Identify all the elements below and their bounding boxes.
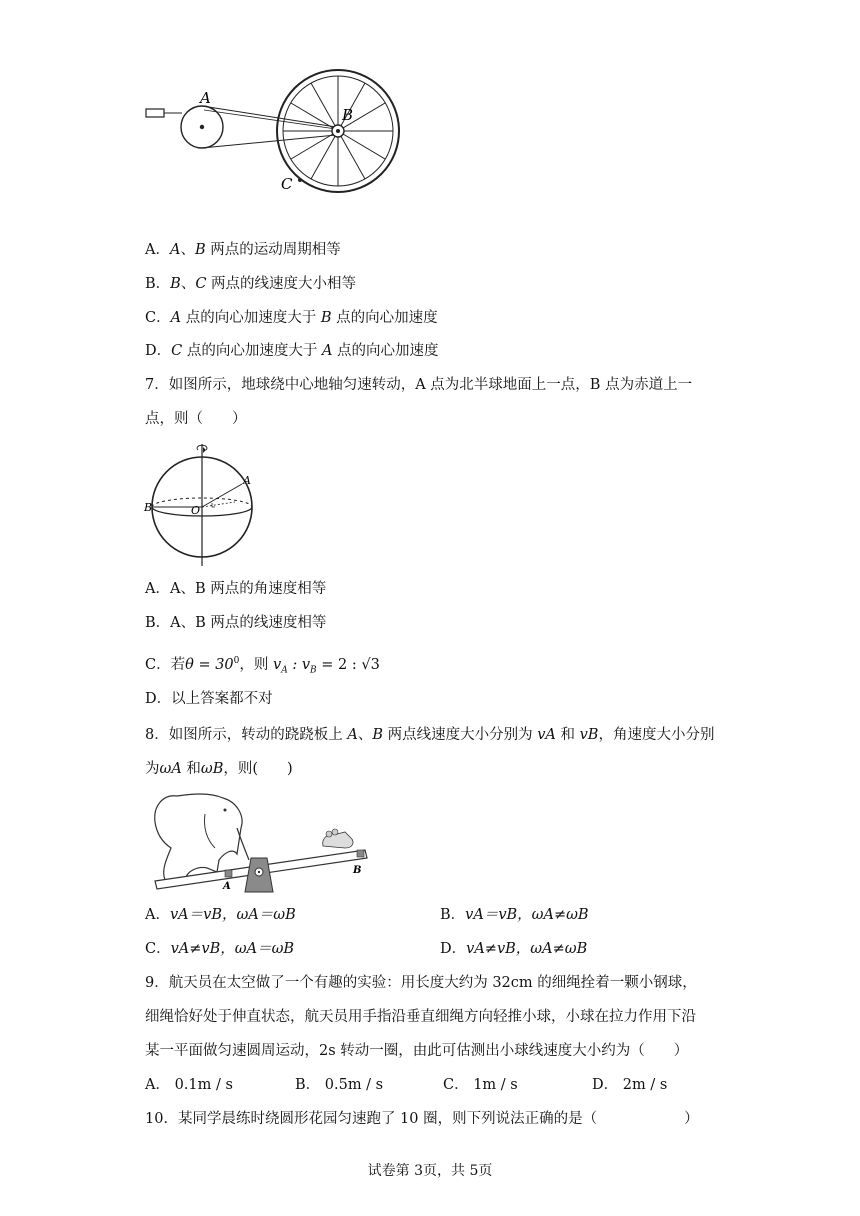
label-b: B bbox=[342, 106, 354, 124]
earth-rotation-figure bbox=[140, 440, 265, 568]
seesaw-figure bbox=[145, 788, 370, 896]
q9-option-b: B． 0.5m / s bbox=[295, 1077, 384, 1093]
label-b: B bbox=[144, 501, 153, 514]
label-a: A bbox=[200, 89, 211, 107]
q9-option-c: C． 1m / s bbox=[443, 1077, 518, 1093]
q7-option-c: C．若$\theta = 30^0$，则 $v_A$ : $v_B = 2$ : √3 bbox=[145, 656, 380, 676]
label-c: C bbox=[281, 175, 293, 193]
q9-stem-line1: 9．航天员在太空做了一个有趣的实验：用长度大约为 32cm 的细绳拴着一颗小钢球， bbox=[145, 975, 697, 991]
q8-option-d: D．vA≠vB，ωA≠ωB bbox=[440, 941, 588, 957]
q8-stem-line2: 为ωA 和ωB，则( ) bbox=[145, 761, 293, 777]
q7-option-a: A．A、B 两点的角速度相等 bbox=[145, 581, 327, 597]
q9-option-a: A． 0.1m / s bbox=[145, 1077, 233, 1093]
q7-stem-line1: 7．如图所示，地球绕中心地轴匀速转动，A 点为北半球地面上一点，B 点为赤道上一 bbox=[145, 377, 693, 393]
q7-option-b: B．A、B 两点的线速度相等 bbox=[145, 615, 327, 631]
q6-option-d: D．C 点的向心加速度大于 A 点的向心加速度 bbox=[145, 343, 439, 359]
q8-option-b: B．vA＝vB，ωA≠ωB bbox=[440, 907, 589, 923]
q8-option-a: A．vA＝vB，ωA＝ωB bbox=[145, 907, 296, 923]
q6-option-b: B．B、C 两点的线速度大小相等 bbox=[145, 276, 357, 292]
q7-option-d: D．以上答案都不对 bbox=[145, 691, 273, 707]
q6-option-a: A．A、B 两点的运动周期相等 bbox=[145, 242, 341, 258]
label-a: A bbox=[223, 881, 231, 892]
label-a: A bbox=[243, 474, 251, 487]
q9-stem-line3: 某一平面做匀速圆周运动，2s 转动一圈，由此可估测出小球线速度大小约为（ ） bbox=[145, 1043, 689, 1059]
q9-option-d: D． 2m / s bbox=[592, 1077, 668, 1093]
bicycle-wheel-figure bbox=[140, 65, 410, 200]
q6-option-c: C．A 点的向心加速度大于 B 点的向心加速度 bbox=[145, 310, 438, 326]
label-b: B bbox=[353, 865, 362, 876]
q8-option-c: C．vA≠vB，ωA＝ωB bbox=[145, 941, 295, 957]
q7-stem-line2: 点，则（ ） bbox=[145, 411, 247, 427]
q9-stem-line2: 细绳恰好处于伸直状态，航天员用手指沿垂直细绳方向轻推小球，小球在拉力作用下沿 bbox=[145, 1009, 696, 1025]
q8-stem-line1: 8．如图所示，转动的跷跷板上 A、B 两点线速度大小分别为 vA 和 vB，角速度大小分别 bbox=[145, 727, 715, 743]
label-o: O bbox=[191, 504, 201, 517]
q10-stem-line1: 10．某同学晨练时绕圆形花园匀速跑了 10 圈，则下列说法正确的是（ ） bbox=[145, 1111, 699, 1127]
page-footer: 试卷第 3页，共 5页 bbox=[367, 1163, 493, 1179]
